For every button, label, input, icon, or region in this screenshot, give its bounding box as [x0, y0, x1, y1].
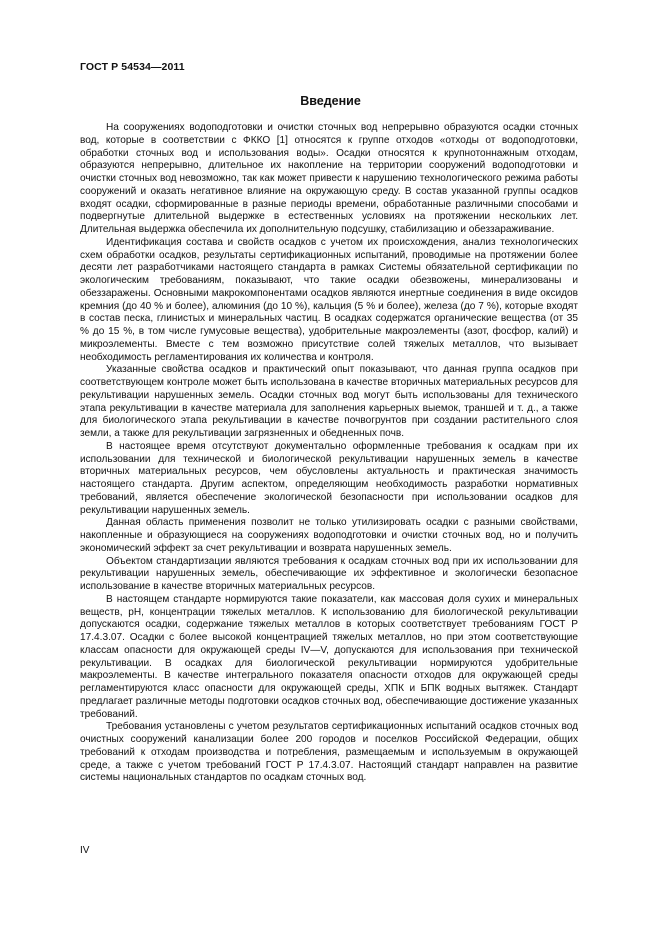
paragraph: Объектом стандартизации являются требования к осадкам сточных вод при их использовании для рекультивации нарушенных земель, обеспечивающие их эффективное и экологически безопасное использование в качестве вторичных материальных ресурсов.	[80, 555, 578, 592]
paragraph: Данная область применения позволит не только утилизировать осадки с разными свойствами, накопленные и образующиеся на сооружениях водоподготовки и очистки сточных вод, но и получить экономический эффект за счет рекультивации и возврата нарушенных земель.	[80, 517, 578, 554]
paragraph: Требования установлены с учетом результатов сертификационных испытаний осадков сточных вод очистных сооружений канализации более 200 городов и поселков Российской Федерации, общих требований к отходам производства и потребления, размещаемым и используемым в окружающей среде, а также с учетом требований ГОСТ Р 17.4.3.07. Настоящий стандарт направлен на развитие системы национальных стандартов по осадкам сточных вод.	[80, 721, 578, 784]
paragraph: Идентификация состава и свойств осадков с учетом их происхождения, анализ технологических схем обработки осадков, результаты сертификационных испытаний, проводимые на протяжении более десяти лет разработчиками настоящего стандарта в рамках Системы обязательной сертификации по экологическим требованиям, показывают, что такие осадки обезвожены, минерализованы и обеззаражены. Основными макрокомпонентами осадков являются инертные соединения в виде оксидов кремния (до 40 % и более), алюминия (до 10 %), кальция (5 % и более), железа (до 7 %), которые входят в состав песка, глинистых и минеральных частиц. В осадках содержатся органические вещества (от 35 % до 15 %, в том числе гумусовые вещества), удобрительные макроэлементы (азот, фосфор, калий) и микроэлементы. Вместе с тем возможно присутствие солей тяжелых металлов, что вызывает необходимость регламентирования их количества и контроля.	[80, 236, 578, 363]
page-number: IV	[80, 845, 90, 856]
paragraph: Указанные свойства осадков и практический опыт показывают, что данная группа осадков при соответствующем контроле может быть использована в качестве вторичных материальных ресурсов для рекультивации нарушенных земель. Осадки сточных вод могут быть использованы для технического этапа рекультивации в качестве материала для заполнения карьерных выемок, траншей и т. д., а также для биологического этапа рекультивации в качестве почвогрунтов при создании растительного слоя земли, а также для рекультивации загрязненных и обедненных почв.	[80, 364, 578, 439]
paragraph: В настоящем стандарте нормируются такие показатели, как массовая доля сухих и минеральных веществ, pH, концентрации тяжелых металлов. К использованию для биологической рекультивации допускаются осадки, содержание тяжелых металлов в которых соответствует требованиям ГОСТ Р 17.4.3.07. Осадки с более высокой концентрацией тяжелых металлов, но при этом соответствующие классам опасности для окружающей среды IV—V, допускаются для использования при технической рекультивации. В осадках для биологической рекультивации нормируются удобрительные макроэлементы. В качестве интегрального показателя опасности отходов для окружающей среды регламентируются класс опасности для окружающей среды, ХПК и БПК водных вытяжек. Стандарт предлагает различные методы подготовки осадков сточных вод, обеспечивающие достижение указанных требований.	[80, 593, 578, 720]
paragraph: На сооружениях водоподготовки и очистки сточных вод непрерывно образуются осадки сточных вод, которые в соответствии с ФККО [1] относятся к группе отходов «отходы от водоподготовки, обработки сточных вод и использования воды». Осадки относятся к крупнотоннажным отходам, образуются непрерывно, длительное их накопление на территории сооружений водоподготовки и очистки сточных вод невозможно, так как может привести к нарушению технологического режима работы сооружений и оказать негативное влияние на окружающую среду. В состав указанной группы осадков входят осадки, сформированные в разные периоды времени, обработанные различными способами и подвергнутые длительной выдержке в естественных условиях на протяжении нескольких лет. Длительная выдержка обеспечила их дополнительную подсушку, стабилизацию и обеззараживание.	[80, 122, 578, 235]
paragraph: В настоящее время отсутствуют документально оформленные требования к осадкам при их использовании для технической и биологической рекультивации нарушенных земель в качестве вторичных материальных ресурсов, чем обусловлены актуальность и практическая значимость настоящего стандарта. Другим аспектом, определяющим необходимость разработки нормативных требований, является обеспечение экологической безопасности при использовании осадков для рекультивации нарушенных земель.	[80, 440, 578, 516]
introduction-body	[80, 122, 578, 785]
section-title: Введение	[300, 94, 361, 108]
standard-code-header: ГОСТ Р 54534—2011	[80, 61, 185, 73]
